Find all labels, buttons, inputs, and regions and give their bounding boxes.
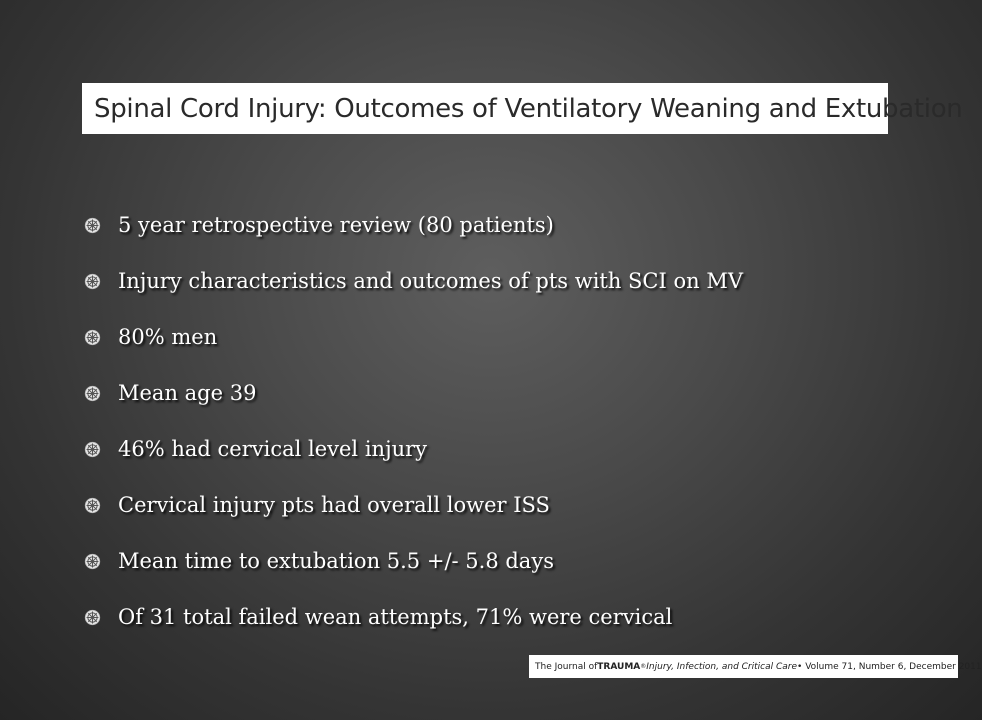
bullet-item bbox=[84, 365, 904, 421]
slide-title: Spinal Cord Injury: Outcomes of Ventilatory Weaning and Extubation bbox=[94, 93, 963, 124]
bullet-item bbox=[84, 533, 904, 589]
journal-citation bbox=[529, 655, 982, 678]
bullet-item bbox=[84, 197, 904, 253]
bullet-text: Cervical injury pts had overall lower ISS bbox=[118, 493, 550, 517]
bullet-text: Mean age 39 bbox=[118, 381, 257, 405]
citation-prefix: The Journal of bbox=[535, 661, 598, 672]
bullet-text: Injury characteristics and outcomes of pts with SCI on MV bbox=[118, 269, 743, 293]
bullet-text: 80% men bbox=[118, 325, 218, 349]
registered-mark: ® bbox=[640, 663, 647, 670]
bullet-text: Mean time to extubation 5.5 +/- 5.8 days bbox=[118, 549, 554, 573]
bullet-item bbox=[84, 309, 904, 365]
title-banner bbox=[82, 83, 963, 134]
bullet-item bbox=[84, 253, 904, 309]
flower-bullet-icon bbox=[84, 385, 101, 402]
flower-bullet-icon bbox=[84, 273, 101, 290]
bullet-item bbox=[84, 421, 904, 477]
bullet-list bbox=[84, 197, 904, 645]
journal-subtitle: Injury, Infection, and Critical Care bbox=[646, 661, 798, 672]
flower-bullet-icon bbox=[84, 609, 101, 626]
bullet-text: 46% had cervical level injury bbox=[118, 437, 428, 461]
flower-bullet-icon bbox=[84, 329, 101, 346]
bullet-item bbox=[84, 589, 904, 645]
bullet-text: Of 31 total failed wean attempts, 71% were cervical bbox=[118, 605, 673, 629]
bullet-item bbox=[84, 477, 904, 533]
flower-bullet-icon bbox=[84, 553, 101, 570]
flower-bullet-icon bbox=[84, 497, 101, 514]
flower-bullet-icon bbox=[84, 217, 101, 234]
flower-bullet-icon bbox=[84, 441, 101, 458]
citation-details: • Volume 71, Number 6, December 2011 bbox=[797, 661, 982, 672]
journal-name: TRAUMA bbox=[597, 661, 641, 672]
bullet-text: 5 year retrospective review (80 patients) bbox=[118, 213, 554, 237]
